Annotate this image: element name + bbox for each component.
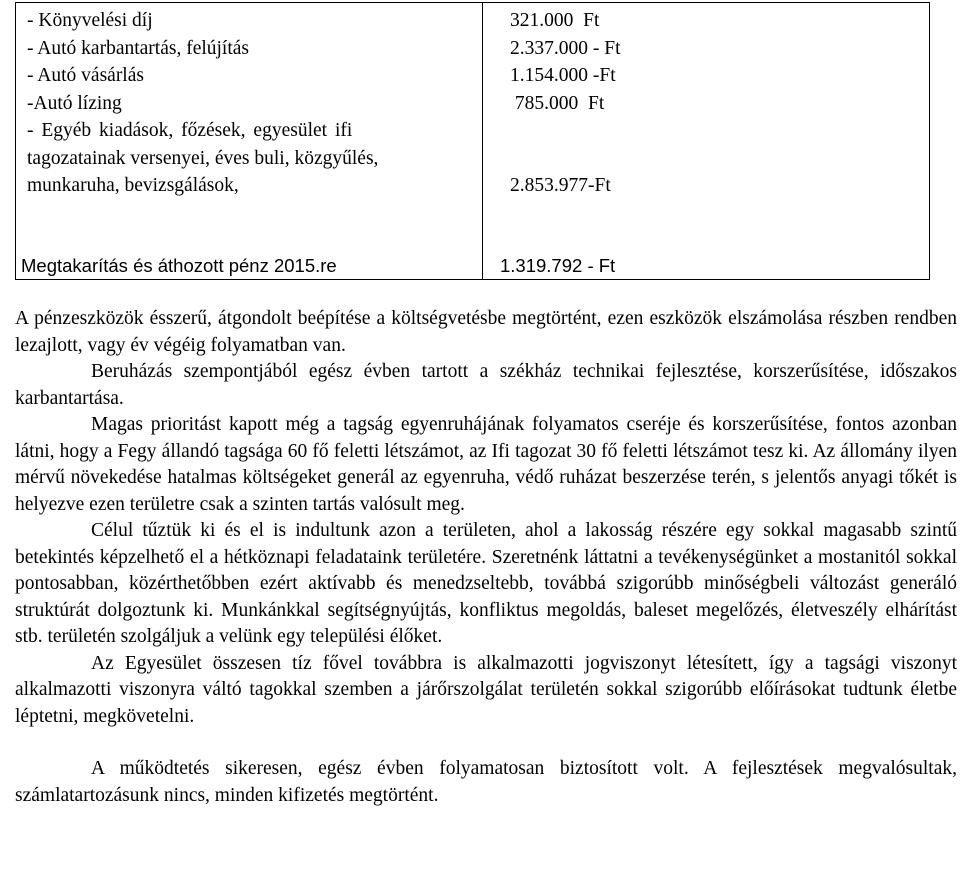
expense-amount [510,117,910,145]
expense-amount: 321.000 Ft [510,10,600,31]
paragraph: Célul tűztük ki és el is indultunk azon a területen, ahol a lakosság részére egy sokkal magasabb szintű betekintés képzelhető el a hétköznapi feladataink területére. Szeretnénk láttatni a tevékenységünket a mostanitól sokkal pontosabban, közérthetőbben ezért aktívabb és menedzseltebb, továbbá szigorúbb minőségbeli változást generáló struktúrát dolgoztunk ki. Munkánkkal segítségnyújtás, konfliktus megoldás, baleset megelőzés, életveszély elhárítást stb. területén szolgáljuk a velünk egy települési élőket. [15,520,957,647]
paragraph: A pénzeszközök ésszerű, átgondolt beépítése a költségvetésbe megtörtént, ezen eszközök elszámolása részben rendben lezajlott, vagy év végéig folyamatban van. [15,308,957,356]
report-body [15,306,957,809]
expense-amount [510,145,910,173]
expense-amount: 2.337.000 - Ft [510,37,621,59]
expense-item: - Egyéb kiadások, főzések, egyesület ifi [27,120,353,141]
column-divider [482,3,483,279]
expense-item: - Könyvelési díj [27,10,153,31]
budget-table [15,2,930,280]
expense-amount: 2.853.977-Ft [510,175,611,196]
savings-value: 1.319.792 - Ft [500,255,616,276]
expense-amount: 785.000 Ft [510,92,605,114]
expense-item: tagozatainak versenyei, éves buli, közgyűlés, [27,147,379,169]
paragraph: A működtetés sikeresen, egész évben folyamatosan biztosított volt. A fejlesztések megvalósultak, számlatartozásunk nincs, minden kifizetés megtörtént. [15,758,957,806]
expense-item: -Autó lízing [27,92,122,114]
paragraph: Az Egyesület összesen tíz fővel továbbra is alkalmazotti jogviszonyt létesített, így a tagsági viszonyt alkalmazotti viszonyra váltó tagokkal szemben a járőrszolgálat területén sokkal szigorúbb előírásokat tudtunk életbe léptetni, megkövetelni. [15,652,957,727]
expense-item: munkaruha, bevizsgálások, [27,175,239,196]
paragraph: Magas prioritást kapott még a tagság egyenruhájának folyamatos cseréje és korszerűsítése, fontos azonban látni, hogy a Fegy állandó tagsága 60 fő feletti létszámot, az Ifi tagozat 30 fő feletti létszámot tesz ki. Az állomány ilyen mérvű növekedése hatalmas költségeket generál az egyenruha, védő ruházat beszerzése terén, s jelentős anyagi tőkét is helyezve ezen területre csak a szinten tartás valósult meg. [15,414,957,515]
expense-amounts-cell [510,7,910,200]
expense-items-cell [27,7,469,200]
paragraph: Beruházás szempontjából egész évben tartott a székház technikai fejlesztése, korszerűsítése, időszakos karbantartása. [15,361,957,409]
expense-item: - Autó vásárlás [27,65,144,86]
expense-item: - Autó karbantartás, felújítás [27,37,250,59]
savings-label: Megtakarítás és áthozott pénz 2015.re [21,255,337,276]
expense-amount: 1.154.000 -Ft [510,65,616,86]
